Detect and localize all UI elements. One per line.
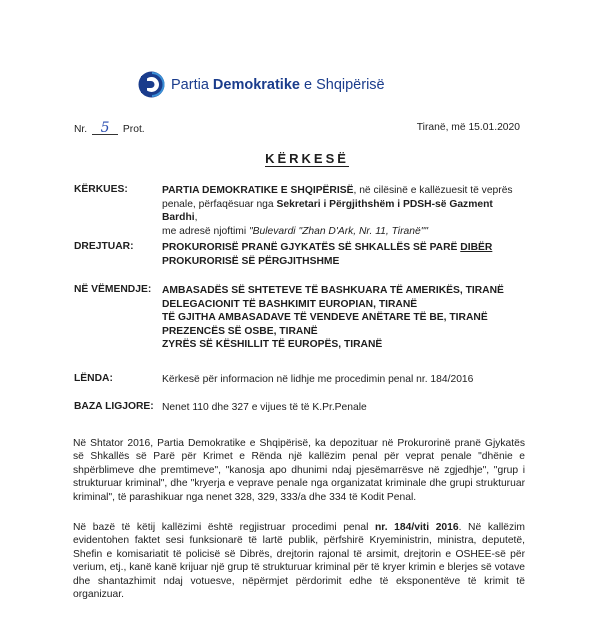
subject-value: Kërkesë për informacion në lidhje me procedimin penal nr. 184/2016 xyxy=(162,374,474,385)
subject-label: LËNDA: xyxy=(74,373,113,384)
attention-item: PREZENCËS SË OSBE, TIRANË xyxy=(162,325,318,337)
body-paragraph-1: Në Shtator 2016, Partia Demokratike e Shqipërisë, ka depozituar në Prokurorinë pranë Gjykatës së Shkallës së Parë për Krimet e Rënda një kallëzim penal për veprat penale "dhënie e shpërblimeve dhe premtimeve", "kanosja apo dhunimi ndaj pjesëmarrësve në zgjedhje", "grup i strukturuar kriminal", dhe "kryerja e veprave penale nga organizatat kriminale dhe grupi strukturuar kriminal", të parashikuar nga nenet 328, 329, 333/a dhe 334 të Kodit Penal. xyxy=(73,438,525,503)
requester-label: KËRKUES: xyxy=(74,184,128,195)
addressee-label: DREJTUAR: xyxy=(74,241,134,252)
place-date: Tiranë, më 15.01.2020 xyxy=(416,122,520,133)
document-title: KËRKESË xyxy=(265,151,349,166)
attention-list xyxy=(162,284,524,352)
legal-basis-label: BAZA LIGJORE: xyxy=(74,401,154,412)
party-logo xyxy=(138,71,385,98)
protocol-number: Nr. 5 Prot. xyxy=(74,120,145,136)
attention-item: AMBASADËS SË SHTETEVE TË BASHKUARA TË AMERIKËS, TIRANË xyxy=(162,285,504,296)
party-name: Partia Demokratike e Shqipërisë xyxy=(171,76,385,93)
body-paragraph-2: Në bazë të këtij kallëzimi është regjistruar procedimi penal nr. 184/viti 2016. Në kallëzim evidentohen faktet sesi funksionarë të lartë publik, përfshirë Kryeministrin, ministra, deputetë, Shefin e komisariatit të policisë së Dibrës, drejtorin rajonal të arsimit, drejtorin e OSHEE-së për verium, etj., kanë kanë krijuar një grup të strukturuar kriminal për të kryer krimin e blerjes së votave dhe shantazhimit ndaj votuesve, nëpërmjet përdorimit edhe të eksponentëve të krimit të organizuar. xyxy=(73,522,526,601)
attention-item: ZYRËS SË KËSHILLIT TË EUROPËS, TIRANË xyxy=(162,339,383,350)
attention-label: NË VËMENDJE: xyxy=(74,284,152,295)
legal-basis-value: Nenet 110 dhe 327 e vijues të të K.Pr.Penale xyxy=(162,402,367,413)
handwritten-number: 5 xyxy=(92,122,118,135)
pd-logo-icon xyxy=(138,71,165,98)
addressee-value: PROKURORISË PRANË GJYKATËS SË SHKALLËS SË PARË DIBËR PROKURORISË SË PËRGJITHSHME xyxy=(162,242,493,267)
requester-value: PARTIA DEMOKRATIKE E SHQIPËRISË, në cilësinë e kallëzuesit të veprës penale, përfaqësuar nga Sekretari i Përgjithshëm i PDSH-së Gazment Bardhi, me adresë njoftimi "Bulevardi "Zhan D'Ark, Nr. 11, Tiranë"" xyxy=(162,185,513,237)
attention-item: DELEGACIONIT TË BASHKIMIT EUROPIAN, TIRANË xyxy=(162,298,418,310)
attention-item: TË GJITHA AMBASADAVE TË VENDEVE ANËTARE TË BE, TIRANË xyxy=(162,312,488,323)
